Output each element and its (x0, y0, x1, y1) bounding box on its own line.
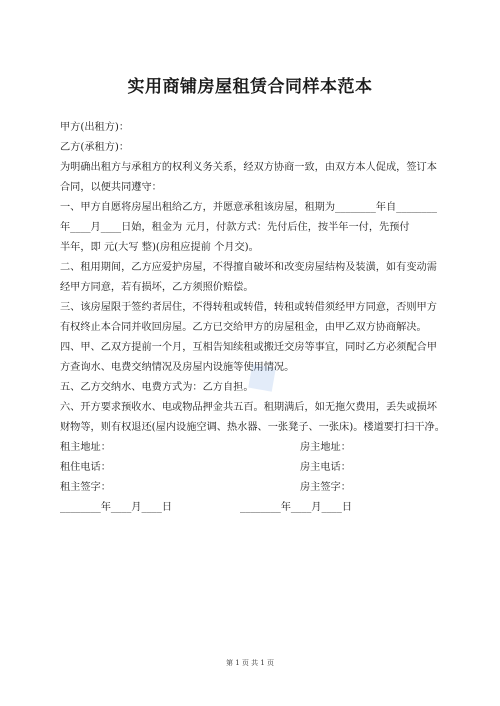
clause-5-line: 五、乙方交纳水、电费方式为：乙方自担。 (60, 382, 254, 393)
clause-3-line: 三、该房屋限于签约者居住，不得转租或转借，转租或转借须经甲方同意，否则甲方 (60, 302, 437, 313)
clause-4-line: 四、甲、乙双方提前一个月，互相告知续租或搬迁交房等事宜，同时乙方必须配合甲 (60, 342, 437, 353)
signature-row (60, 458, 450, 478)
signature-row (60, 478, 450, 498)
tenant-phone-label: 租住电话： (60, 462, 111, 473)
preamble-line: 为明确出租方与承租方的权利义务关系，经双方协商一致，由双方本人促成，签订本 (60, 162, 437, 173)
clause-2-line: 二、租用期间，乙方应爱护房屋，不得擅自破坏和改变房屋结构及装潢，如有变动需 (60, 262, 437, 273)
landlord-date: ________年____月____日 (240, 502, 353, 513)
tenant-address-label: 租主地址： (60, 442, 111, 453)
landlord-phone-label: 房主电话： (300, 462, 351, 473)
tenant-date: ________年____月____日 (60, 502, 173, 513)
document-title: 实用商铺房屋租赁合同样本范本 (127, 77, 373, 97)
landlord-signature-label: 房主签字： (300, 482, 351, 493)
landlord-address-label: 房主地址： (300, 442, 351, 453)
clause-2-line: 经甲方同意，若有损坏，乙方须照价赔偿。 (60, 282, 254, 293)
date-row (60, 498, 450, 518)
clause-4-line: 方查询水、电费交纳情况及房屋内设施等使用情况。 (60, 362, 295, 373)
contract-body (60, 118, 450, 518)
party-b-line: 乙方(承租方)： (60, 142, 130, 153)
clause-3-line: 有权终止本合同并收回房屋。乙方已交给甲方的房屋租金，由甲乙双方协商解决。 (60, 322, 427, 333)
signature-row (60, 438, 450, 458)
clause-1-line: 半年，即 元(大写 整)(房租应提前 个月交)。 (60, 242, 259, 253)
watermark-logo-icon: ◆ (231, 344, 289, 406)
clause-1-line: 年____月____日始，租金为 元月，付款方式：先付后住，按半年一付，先预付 (60, 222, 410, 233)
clause-6-line: 六、开方要求预收水、电或物品押金共五百。租期满后，如无拖欠费用，丢失或损坏 (60, 402, 437, 413)
tenant-signature-label: 租主签字： (60, 482, 111, 493)
clause-6-line: 财物等，则有权退还(屋内设施空调、热水器、一张凳子、一张床)。楼道要打扫干净。 (60, 422, 445, 433)
page-number-footer: 第 1 页 共 1 页 (225, 659, 275, 667)
clause-1-line: 一、甲方自愿将房屋出租给乙方，并愿意承租该房屋，租期为________年自________ (60, 202, 437, 213)
party-a-line: 甲方(出租方)： (60, 122, 130, 133)
preamble-line: 合同，以便共同遵守： (60, 182, 162, 193)
